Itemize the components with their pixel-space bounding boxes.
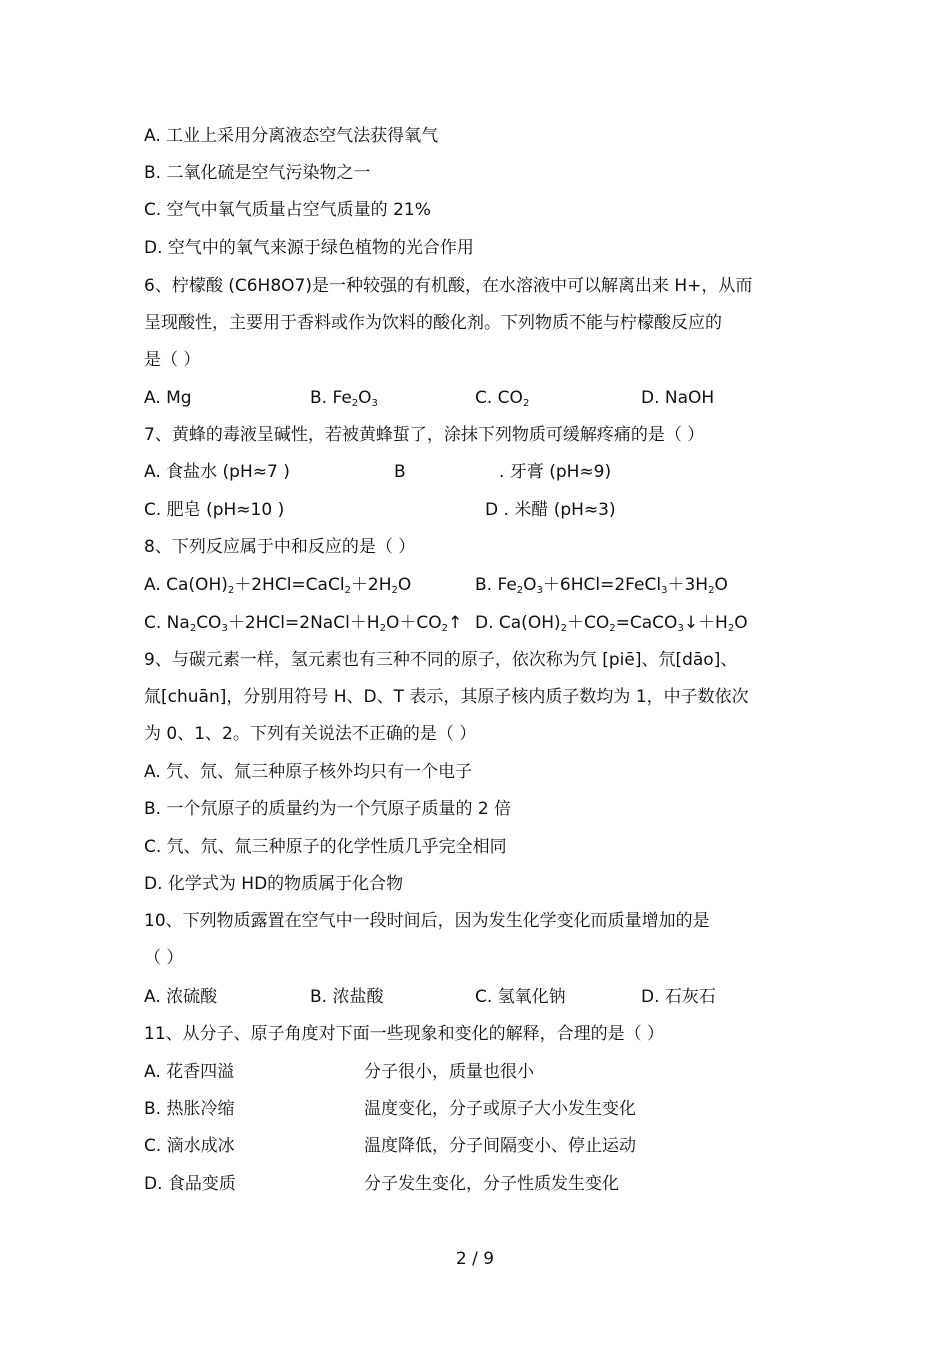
q6-option-b: B. $Fe_2O_3$: [310, 388, 378, 409]
q11-stem: 11、从分子、原子角度对下面一些现象和变化的解释，合理的是（ ）: [144, 1024, 665, 1044]
q9-option-a: A. 氕、氘、氚三种原子核外均只有一个电子: [144, 762, 473, 782]
q11-explanation-c: 温度降低，分子间隔变小、停止运动: [364, 1136, 636, 1156]
q8-option-d: D. $Ca(OH)_2+CO_2=CaCO_3↓+H_2O$: [475, 613, 748, 634]
q7-option-a: A. 食盐水 (pH≈7 ): [144, 462, 290, 482]
q8-option-c: C. $Na_2CO_3+2HCl=2NaCl+H_2O+CO_2↑$: [144, 613, 463, 634]
q10-option-c: C. 氢氧化钠: [475, 987, 566, 1007]
q7-option-b-letter: B: [394, 462, 406, 482]
q7-option-d: D . 米醋 (pH≈3): [485, 500, 616, 520]
q11-option-c: C. 滴水成冰: [144, 1136, 235, 1156]
q7-option-b: . 牙膏 (pH≈9): [499, 462, 612, 482]
q9-option-d: D. 化学式为 HD的物质属于化合物: [144, 874, 404, 894]
q10-option-b: B. 浓盐酸: [310, 987, 384, 1007]
q7-option-c: C. 肥皂 (pH≈10 ): [144, 500, 285, 520]
q11-option-d: D. 食品变质: [144, 1174, 236, 1194]
q11-explanation-d: 分子发生变化，分子性质发生变化: [364, 1174, 619, 1194]
q5-option-c: C. 空气中氧气质量占空气质量的 21%: [144, 200, 431, 220]
q7-stem: 7、黄蜂的毒液呈碱性，若被黄蜂蜇了，涂抹下列物质可缓解疼痛的是（ ）: [144, 425, 705, 445]
q9-stem-line3: 为 0、1、2。下列有关说法不正确的是（ ）: [144, 724, 477, 744]
q10-option-a: A. 浓硫酸: [144, 987, 218, 1007]
q6-option-c: C. $CO_2$: [475, 388, 530, 409]
page-number: 2 / 9: [455, 1249, 495, 1269]
q6-stem-line1: 6、柠檬酸 (C6H8O7)是一种较强的有机酸，在水溶液中可以解离出来 H+，从而: [144, 276, 753, 296]
q11-option-a: A. 花香四溢: [144, 1062, 235, 1082]
q11-explanation-a: 分子很小，质量也很小: [364, 1062, 534, 1082]
q8-option-b: B. $Fe_2O_3+6HCl=2FeCl_3+3H_2O$: [475, 575, 728, 596]
q6-stem-line2: 呈现酸性，主要用于香料或作为饮料的酸化剂。下列物质不能与柠檬酸反应的: [144, 313, 722, 333]
q11-explanation-b: 温度变化，分子或原子大小发生变化: [364, 1099, 636, 1119]
q5-option-b: B. 二氧化硫是空气污染物之一: [144, 163, 371, 183]
q10-option-d: D. 石灰石: [641, 987, 716, 1007]
q9-option-c: C. 氕、氘、氚三种原子的化学性质几乎完全相同: [144, 837, 507, 857]
q11-option-b: B. 热胀冷缩: [144, 1099, 235, 1119]
q10-stem-line2: （ ）: [144, 948, 184, 968]
q8-stem: 8、下列反应属于中和反应的是（ ）: [144, 537, 416, 557]
q8-option-a: A. $Ca(OH)_2+2HCl=CaCl_2+2H_2O$: [144, 575, 412, 596]
q6-stem-line3: 是（ ）: [144, 350, 201, 370]
q5-option-a: A. 工业上采用分离液态空气法获得氧气: [144, 126, 439, 146]
q5-option-d: D. 空气中的氧气来源于绿色植物的光合作用: [144, 238, 474, 258]
q6-option-a: A. Mg: [144, 388, 192, 408]
q10-stem-line1: 10、下列物质露置在空气中一段时间后，因为发生化学变化而质量增加的是: [144, 911, 710, 931]
q9-option-b: B. 一个氘原子的质量约为一个氕原子质量的 2 倍: [144, 799, 512, 819]
q6-option-d: D. NaOH: [641, 388, 715, 408]
q9-stem-line2: 氚[chuān]，分别用符号 H、D、T 表示，其原子核内质子数均为 1，中子数依次: [144, 687, 749, 707]
q9-stem-line1: 9、与碳元素一样，氢元素也有三种不同的原子，依次称为氕 [piē]、氘[dāo]、: [144, 650, 738, 670]
